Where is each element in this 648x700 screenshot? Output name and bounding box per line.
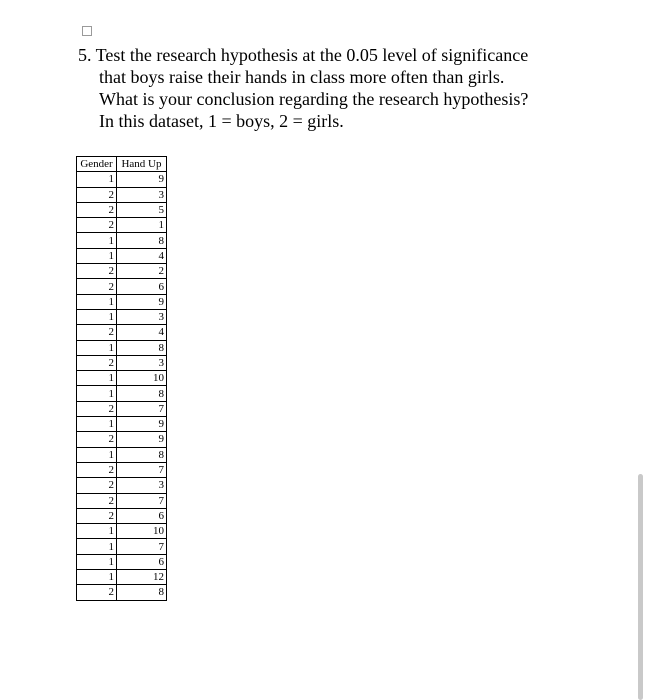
table-row [77, 417, 167, 432]
table-row [77, 264, 167, 279]
cell-hand-up: 1 [117, 218, 167, 233]
cell-gender: 2 [77, 264, 117, 279]
cell-gender: 1 [77, 524, 117, 539]
cell-hand-up: 10 [117, 371, 167, 386]
table-row [77, 478, 167, 493]
column-header-gender: Gender [77, 157, 117, 172]
cell-gender: 1 [77, 248, 117, 263]
cell-gender: 1 [77, 172, 117, 187]
cell-hand-up: 8 [117, 340, 167, 355]
cell-gender: 1 [77, 371, 117, 386]
table-row [77, 386, 167, 401]
table-row [77, 248, 167, 263]
cell-hand-up: 6 [117, 508, 167, 523]
cell-gender: 2 [77, 202, 117, 217]
cell-hand-up: 8 [117, 585, 167, 600]
cell-hand-up: 9 [117, 417, 167, 432]
cell-hand-up: 9 [117, 294, 167, 309]
cell-hand-up: 2 [117, 264, 167, 279]
table-row [77, 539, 167, 554]
cell-hand-up: 4 [117, 248, 167, 263]
table-row [77, 462, 167, 477]
checkbox[interactable] [82, 26, 92, 36]
question-line: 5. Test the research hypothesis at the 0.05 level of significance [78, 45, 529, 65]
table-row [77, 493, 167, 508]
question-line: What is your conclusion regarding the research hypothesis? [99, 89, 529, 109]
dataset-table [76, 156, 167, 601]
table-row [77, 233, 167, 248]
table-row [77, 340, 167, 355]
cell-gender: 2 [77, 478, 117, 493]
cell-hand-up: 8 [117, 447, 167, 462]
cell-hand-up: 3 [117, 309, 167, 324]
column-header-hand-up: Hand Up [117, 157, 167, 172]
question-line: that boys raise their hands in class more often than girls. [99, 67, 505, 87]
cell-gender: 1 [77, 554, 117, 569]
cell-gender: 2 [77, 462, 117, 477]
cell-gender: 2 [77, 508, 117, 523]
cell-gender: 1 [77, 447, 117, 462]
cell-gender: 1 [77, 539, 117, 554]
cell-hand-up: 4 [117, 325, 167, 340]
cell-hand-up: 7 [117, 401, 167, 416]
question-text [78, 44, 598, 132]
scrollbar[interactable] [638, 474, 643, 700]
table-row [77, 524, 167, 539]
cell-hand-up: 7 [117, 493, 167, 508]
cell-hand-up: 3 [117, 478, 167, 493]
cell-gender: 2 [77, 585, 117, 600]
question-line: In this dataset, 1 = boys, 2 = girls. [99, 111, 344, 131]
cell-gender: 1 [77, 294, 117, 309]
cell-gender: 1 [77, 233, 117, 248]
cell-hand-up: 6 [117, 554, 167, 569]
cell-gender: 1 [77, 417, 117, 432]
cell-gender: 2 [77, 401, 117, 416]
table-row [77, 202, 167, 217]
table-row [77, 172, 167, 187]
table-row [77, 554, 167, 569]
cell-hand-up: 5 [117, 202, 167, 217]
table-row [77, 279, 167, 294]
table-row [77, 325, 167, 340]
cell-gender: 2 [77, 218, 117, 233]
cell-hand-up: 7 [117, 462, 167, 477]
cell-gender: 1 [77, 340, 117, 355]
cell-hand-up: 12 [117, 570, 167, 585]
cell-gender: 2 [77, 279, 117, 294]
cell-gender: 1 [77, 386, 117, 401]
cell-gender: 2 [77, 325, 117, 340]
cell-gender: 1 [77, 309, 117, 324]
table-row [77, 309, 167, 324]
cell-hand-up: 6 [117, 279, 167, 294]
cell-hand-up: 3 [117, 187, 167, 202]
cell-gender: 2 [77, 493, 117, 508]
table-row [77, 432, 167, 447]
cell-hand-up: 8 [117, 233, 167, 248]
table-row [77, 355, 167, 370]
cell-hand-up: 9 [117, 172, 167, 187]
table-row [77, 294, 167, 309]
cell-hand-up: 10 [117, 524, 167, 539]
cell-gender: 2 [77, 355, 117, 370]
cell-hand-up: 9 [117, 432, 167, 447]
table-row [77, 187, 167, 202]
cell-gender: 2 [77, 432, 117, 447]
cell-hand-up: 8 [117, 386, 167, 401]
table-row [77, 371, 167, 386]
table-row [77, 401, 167, 416]
table-row [77, 447, 167, 462]
cell-hand-up: 7 [117, 539, 167, 554]
cell-hand-up: 3 [117, 355, 167, 370]
table-body [77, 172, 167, 600]
table-row [77, 570, 167, 585]
table-row [77, 508, 167, 523]
table-row [77, 218, 167, 233]
table-row [77, 585, 167, 600]
cell-gender: 1 [77, 570, 117, 585]
cell-gender: 2 [77, 187, 117, 202]
table-header-row [77, 157, 167, 172]
